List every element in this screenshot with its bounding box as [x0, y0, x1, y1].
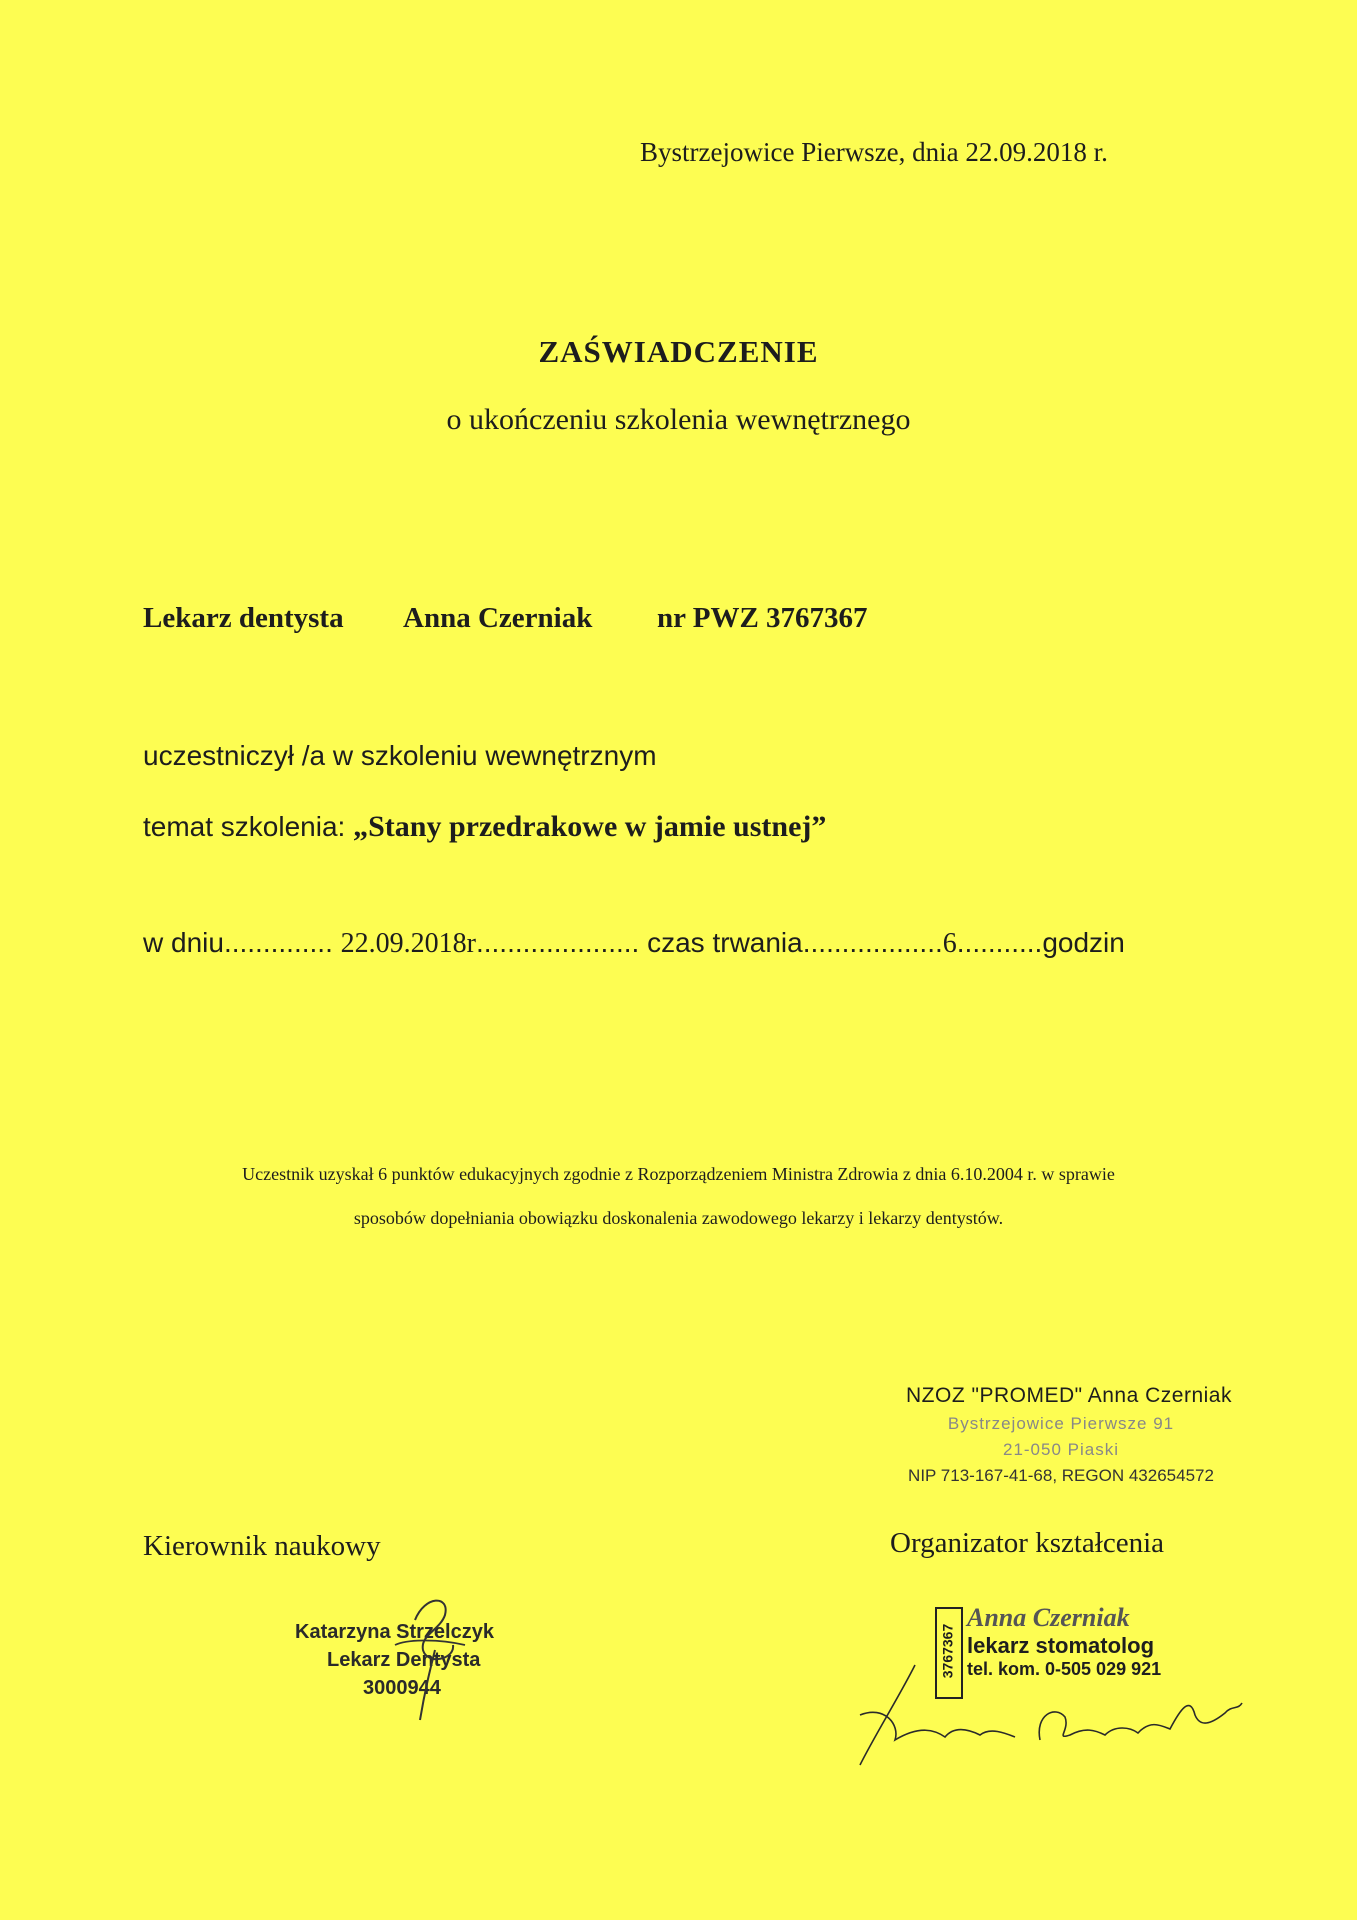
left-stamp-name: Katarzyna Strzelczyk [295, 1621, 494, 1643]
left-stamp-title: Lekarz Dentysta [327, 1649, 481, 1671]
points-note-line-2: sposobów dopełniania obowiązku doskonalenia zawodowego lekarzy i lekarzy dentystów. [353, 1208, 1004, 1228]
participation-statement: uczestniczył /a w szkoleniu wewnętrznym [143, 740, 657, 771]
right-stamp-phone: tel. kom. 0-505 029 921 [967, 1659, 1162, 1679]
organizer-stamp-address: Bystrzejowice Pierwsze 91 [947, 1414, 1175, 1433]
organizer-signature [840, 1655, 1260, 1775]
certificate-title: ZAŚWIADCZENIE [538, 334, 819, 369]
certificate-subtitle: o ukończeniu szkolenia wewnętrznego [446, 403, 911, 436]
participant-role: Lekarz dentysta [143, 602, 344, 634]
organizer-stamp-ids: NIP 713-167-41-68, REGON 432654572 [908, 1466, 1214, 1485]
scientific-director-signature [375, 1590, 485, 1730]
topic-label: temat szkolenia: [143, 811, 354, 842]
date-prefix: w dniu.............. [143, 927, 341, 958]
training-topic [143, 810, 826, 844]
participant-pwz: nr PWZ 3767367 [657, 602, 868, 634]
left-stamp-number: 3000944 [363, 1677, 441, 1699]
place-and-date: Bystrzejowice Pierwsze, dnia 22.09.2018 r. [640, 137, 1108, 167]
scientific-director-label: Kierownik naukowy [143, 1530, 381, 1562]
topic-value: „Stany przedrakowe w jamie ustnej” [353, 810, 827, 843]
training-hours: 6 [942, 928, 957, 959]
training-date-duration [143, 927, 1125, 960]
hours-suffix: ...........godzin [956, 927, 1125, 958]
participant-name: Anna Czerniak [403, 602, 593, 634]
points-note-line-1: Uczestnik uzyskał 6 punktów edukacyjnych zgodnie z Rozporządzeniem Ministra Zdrowia z dnia 6.10.2004 r. w sprawie [242, 1164, 1115, 1184]
training-date: 22.09.2018r [340, 928, 476, 959]
organizer-stamp-city: 21-050 Piaski [1002, 1440, 1119, 1459]
participant-line [143, 602, 868, 635]
training-organizer-label: Organizator kształcenia [890, 1527, 1165, 1559]
date-suffix: ..................... czas trwania.................. [475, 927, 943, 958]
stamp-number: 3767367 [939, 1623, 956, 1679]
right-stamp-name: Anna Czerniak [967, 1603, 1130, 1632]
organizer-stamp-name: NZOZ "PROMED" Anna Czerniak [906, 1384, 1232, 1407]
right-stamp-title: lekarz stomatolog [967, 1633, 1155, 1658]
organizer-stamp [906, 1384, 1232, 1486]
